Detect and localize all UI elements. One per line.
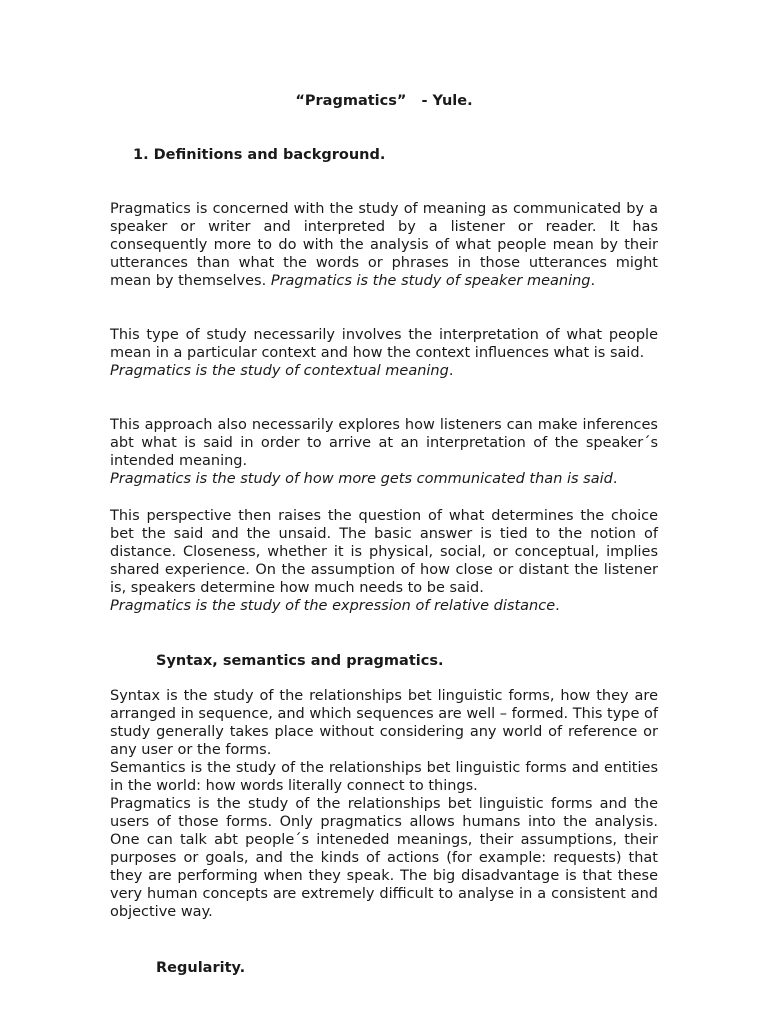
- paragraph-definition: Pragmatics is the study of contextual meaning: [110, 363, 449, 379]
- section-heading-definitions: 1. Definitions and background.: [133, 147, 386, 163]
- paragraph-definition: Pragmatics is the study of speaker meaning: [270, 273, 591, 289]
- paragraph-speaker-meaning: [110, 200, 658, 290]
- paragraph-more-communicated: [110, 416, 658, 488]
- section-heading-syntax-semantics: Syntax, semantics and pragmatics.: [156, 653, 444, 669]
- paragraph-relative-distance: [110, 507, 658, 615]
- paragraph-contextual-meaning: [110, 326, 658, 380]
- paragraph-syntax-semantics-pragmatics: [110, 687, 658, 921]
- title-main: “Pragmatics”: [295, 93, 407, 109]
- title-author: - Yule.: [421, 93, 473, 109]
- section-heading-regularity: Regularity.: [156, 960, 246, 976]
- paragraph-text: This perspective then raises the question of what determines the choice bet the said and the unsaid. The basic answer is tied to the notion of distance. Closeness, whether it is physical, social, or conceptual, implies shared experience. On the assumption of how close or distant the listener is, speakers determine how much needs to be said.: [110, 508, 658, 596]
- document-title: [0, 90, 768, 112]
- paragraph-syntax: Syntax is the study of the relationships bet linguistic forms, how they are arranged in sequence, and which sequences are well – formed. This type of study generally takes place without considering any world of reference or any user or the forms.: [110, 688, 658, 758]
- paragraph-text: This approach also necessarily explores how listeners can make inferences abt what is said in order to arrive at an interpretation of the speaker´s intended meaning.: [110, 417, 658, 469]
- paragraph-semantics: Semantics is the study of the relationships bet linguistic forms and entities in the world: how words literally connect to things.: [110, 760, 658, 794]
- paragraph-definition: Pragmatics is the study of the expression of relative distance: [110, 598, 556, 614]
- paragraph-end: .: [590, 273, 596, 289]
- paragraph-pragmatics: Pragmatics is the study of the relationships bet linguistic forms and the users of those forms. Only pragmatics allows humans into the analysis. One can talk abt people´s inteneded meanings, their assumptions, their purposes or goals, and the kinds of actions (for example: requests) that they are performing when they speak. The big disadvantage is that these very human concepts are extremely difficult to analyse in a consistent and objective way.: [110, 796, 658, 920]
- paragraph-end: .: [555, 598, 560, 614]
- paragraph-text: This type of study necessarily involves the interpretation of what people mean in a particular context and how the context influences what is said.: [110, 327, 658, 361]
- paragraph-text: Pragmatics is concerned with the study of meaning as communicated by a speaker or writer and interpreted by a listener or reader. It has consequently more to do with the analysis of what people mean by their utterances than what the words or phrases in those utterances might mean by themselves.: [110, 201, 658, 289]
- paragraph-end: .: [612, 471, 618, 487]
- paragraph-definition: Pragmatics is the study of how more gets communicated than is said: [110, 471, 613, 487]
- paragraph-end: .: [448, 363, 454, 379]
